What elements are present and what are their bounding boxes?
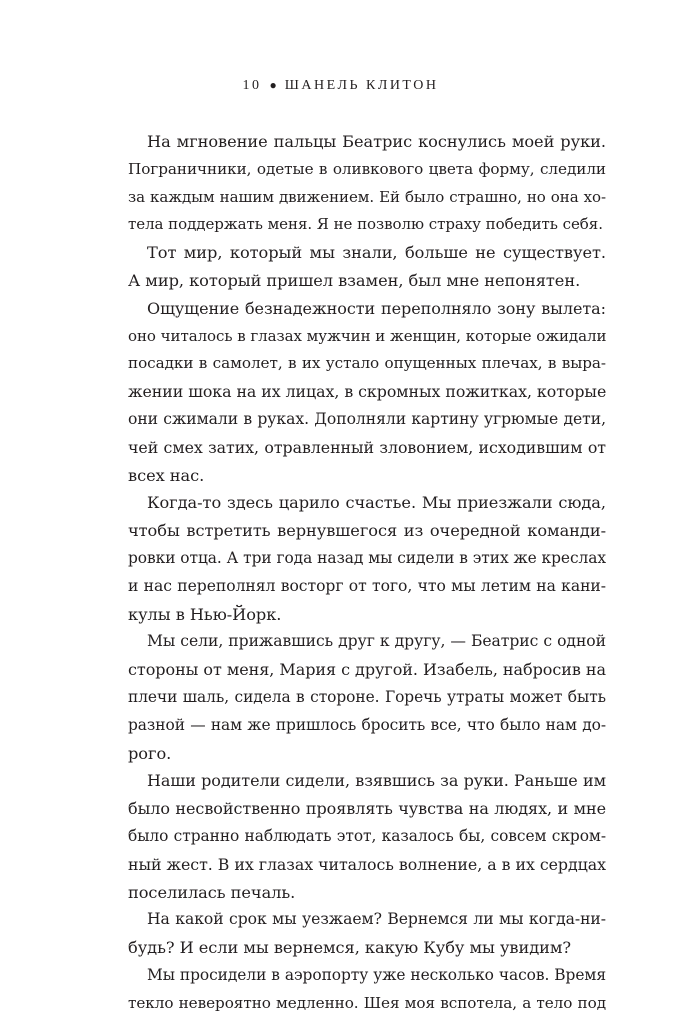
text-line: Когда-то здесь царило счастье. Мы приезжали сюда, — [147, 493, 606, 513]
text-line: было странно наблюдать этот, казалось бы, совсем скром- — [128, 826, 606, 845]
text-line: плечи шаль, сидела в стороне. Горечь утраты может быть — [128, 687, 606, 706]
text-line: оно читалось в глазах мужчин и женщин, которые ожидали — [128, 326, 607, 345]
text-line: текло невероятно медленно. Шея моя вспотела, а тело под — [128, 993, 606, 1012]
text-line: рого. — [128, 743, 172, 763]
text-line: жении шока на их лицах, в скромных пожитках, которые — [128, 382, 607, 402]
text-line: Наши родители сидели, взявшись за руки. Раньше им — [147, 771, 606, 791]
text-line: всех нас. — [128, 465, 205, 485]
text-line: стороны от меня, Мария с другой. Изабель, набросив на — [128, 660, 606, 680]
text-line: разной — нам же пришлось бросить все, что было нам до- — [128, 715, 606, 734]
text-line: Пограничники, одетые в оливкового цвета форму, следили — [128, 159, 606, 178]
text-line: А мир, который пришел взамен, был мне непонятен. — [128, 270, 581, 290]
text-line: На мгновение пальцы Беатрис коснулись моей руки. — [147, 132, 606, 151]
text-line: ровки отца. А три года назад мы сидели в этих же креслах — [128, 548, 606, 567]
text-line: На какой срок мы уезжаем? Вернемся ли мы когда-ни- — [147, 910, 606, 929]
text-line: они сжимали в руках. Дополняли картину угрюмые дети, — [128, 409, 606, 428]
text-line: Ощущение безнадежности переполняло зону вылета: — [147, 298, 606, 318]
text-line: было несвойственно проявлять чувства на людях, и мне — [128, 799, 606, 819]
bullet-separator-icon: ● — [269, 78, 277, 92]
text-line: кулы в Нью-Йорк. — [128, 604, 282, 624]
running-head — [0, 78, 681, 94]
text-line: чей смех затих, отравленный зловонием, исходившим от — [128, 437, 606, 457]
text-line: и нас переполнял восторг от того, что мы летим на кани- — [128, 576, 606, 595]
text-line: Мы сели, прижавшись друг к другу, — Беатрис с одной — [147, 632, 606, 651]
text-line: ный жест. В их глазах читалось волнение, а в их сердцах — [128, 854, 606, 874]
text-line: тела поддержать меня. Я не позволю страху победить себя. — [128, 215, 603, 234]
text-line: посадки в самолет, в их устало опущенных плечах, в выра- — [128, 354, 606, 373]
page-number: 10 — [242, 78, 262, 93]
text-line: будь? И если мы вернемся, какую Кубу мы увидим? — [128, 938, 572, 958]
text-line: Мы просидели в аэропорту уже несколько часов. Время — [147, 965, 606, 984]
text-line: Тот мир, который мы знали, больше не существует. — [147, 243, 606, 263]
text-line: чтобы встретить вернувшегося из очередной команди- — [128, 521, 606, 541]
text-line: поселилась печаль. — [128, 882, 296, 902]
body-text — [128, 128, 606, 1018]
text-line: за каждым нашим движением. Ей было страшно, но она хо- — [128, 187, 606, 206]
author-name: ШАНЕЛЬ КЛИТОН — [284, 78, 439, 93]
